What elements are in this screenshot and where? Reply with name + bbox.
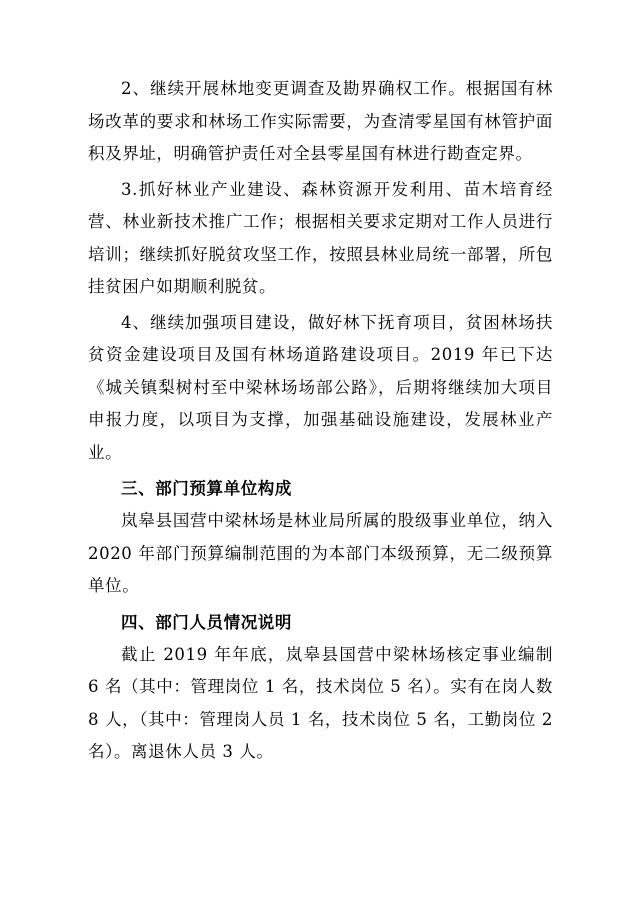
section-3-heading: 三、部门预算单位构成 [121, 479, 292, 498]
paragraph-item-3: 3.抓好林业产业建设、森林资源开发利用、苗木培育经营、林业新技术推广工作；根据相关要求定期对工作人员进行培训；继续抓好脱贫攻坚工作，按照县林业局统一部署，所包挂贫困户如期顺利脱贫。 [88, 179, 553, 296]
section-4-heading: 四、部门人员情况说明 [121, 612, 292, 632]
paragraph-item-4: 4、继续加强项目建设，做好林下抚育项目，贫困林场扶贫资金建设项目及国有林场道路建设项目。2019 年已下达《城关镇梨树村至中梁林场场部公路》，后期将继续加大项目申报力度，以项目为支撑，加强基础设施建设，发展林业产业。 [88, 312, 553, 462]
paragraph-item-2: 2、继续开展林地变更调查及勘界确权工作。根据国有林场改革的要求和林场工作实际需要，为查清零星国有林管护面积及界址，明确管护责任对全县零星国有林进行勘查定界。 [88, 79, 553, 163]
document-body [88, 73, 553, 772]
section-4-body: 截止 2019 年年底，岚皋县国营中梁林场核定事业编制 6 名（其中：管理岗位 1 名，技术岗位 5 名）。实有在岗人数 8 人，（其中：管理岗人员 1 名，技术岗位 5 名，工勤岗位 2 名）。离退休人员 3 人。 [88, 644, 553, 761]
section-3-body: 岚皋县国营中梁林场是林业局所属的股级事业单位，纳入 2020 年部门预算编制范围的为本部门本级预算，无二级预算单位。 [88, 511, 553, 595]
